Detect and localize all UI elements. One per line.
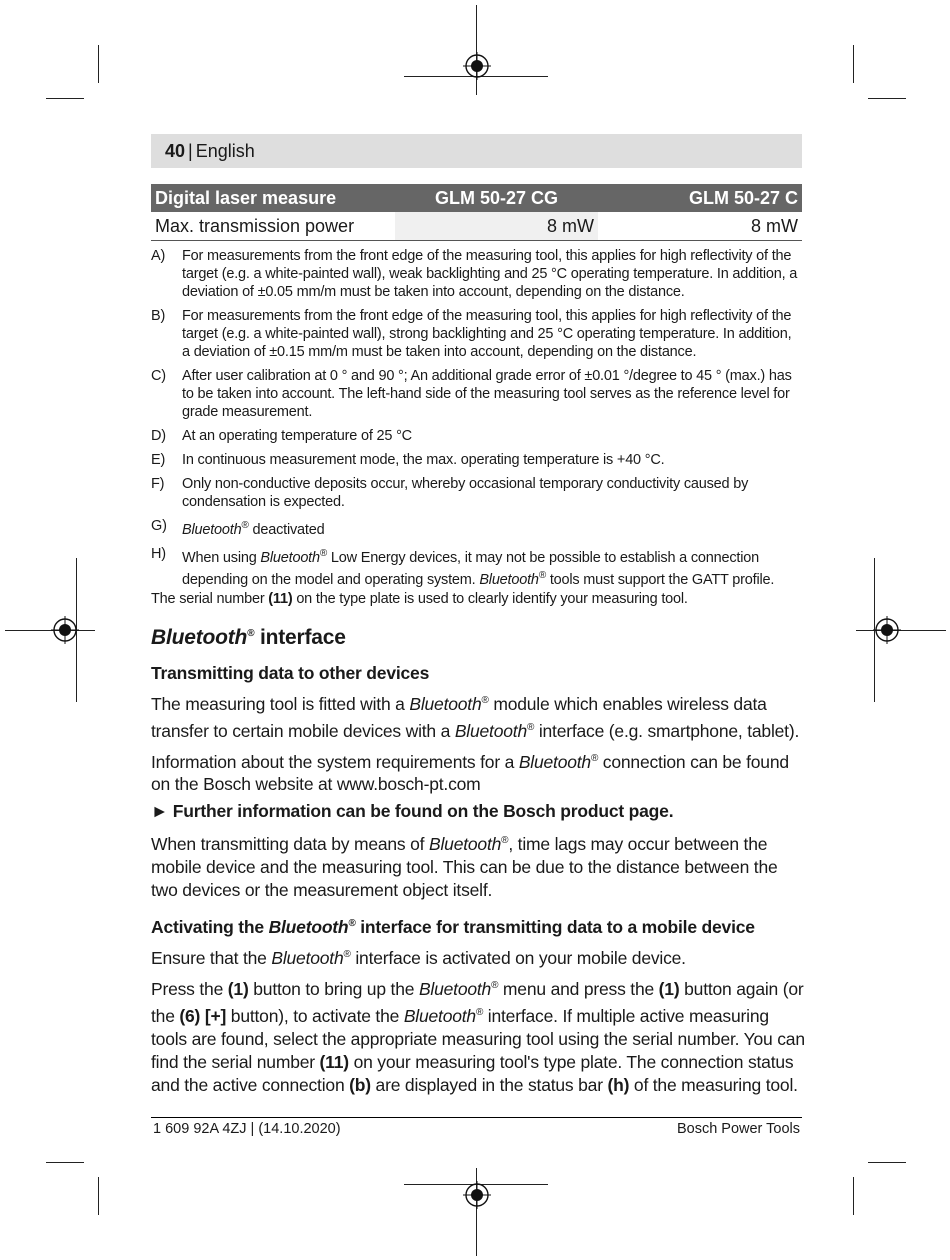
- text-part: are displayed in the status bar: [370, 1074, 608, 1095]
- footnote: [151, 451, 802, 469]
- reference-number: (h): [607, 1074, 630, 1095]
- text-part: menu and press the: [498, 978, 659, 999]
- footnote-text: In continuous measurement mode, the max. operating temperature is +40 °C.: [182, 452, 665, 468]
- registered-mark: ®: [343, 949, 351, 961]
- bluetooth-section: [151, 620, 806, 1101]
- registered-mark: ®: [247, 628, 255, 639]
- arrow-icon: ►: [151, 801, 169, 822]
- title-part: interface: [254, 626, 346, 649]
- paragraph: [151, 974, 806, 1097]
- text-part: on your measuring tool's type plate. The connection status and the active connection: [151, 1051, 794, 1095]
- note-paragraph: [151, 800, 806, 823]
- paragraph: [151, 747, 806, 797]
- bluetooth-term: Bluetooth: [418, 978, 492, 999]
- bluetooth-term: Bluetooth: [151, 626, 248, 649]
- serial-number-note: [151, 590, 802, 608]
- header-language: English: [195, 141, 255, 161]
- bluetooth-term: Bluetooth: [271, 947, 344, 968]
- footnote-text: After user calibration at 0 ° and 90 °; An additional grade error of ±0.01 °/degree to 45 ° (max.) has to be taken into account. The left-hand side of the measuring tool serves as the reference level for grade measurement.: [182, 368, 792, 420]
- footnote-text: For measurements from the front edge of the measuring tool, this applies for high reflectivity of the target (e.g. a white-painted wall), weak backlighting and 25 °C operating temperature. In addition, a deviation of ±0.05 mm/m must be taken into account, depending on the distance.: [182, 248, 798, 300]
- bluetooth-term: Bluetooth: [182, 521, 242, 538]
- footnote-label: C): [151, 368, 166, 384]
- footnote-text: Only non-conductive deposits occur, whereby occasional temporary conductivity caused by condensation is expected.: [182, 476, 749, 510]
- header-separator: |: [188, 141, 193, 161]
- crop-mark: [46, 98, 84, 99]
- text-part: of the measuring tool.: [629, 1074, 798, 1095]
- text-part: Activating the: [151, 917, 269, 938]
- registered-mark: ®: [590, 752, 599, 764]
- page-number: 40: [165, 141, 186, 161]
- crop-mark: [98, 1177, 99, 1215]
- reference-number: (11): [319, 1051, 349, 1072]
- bluetooth-term: Bluetooth: [479, 571, 539, 588]
- footnote-text-part: When using: [182, 549, 261, 566]
- footnote-text-part: Low Energy devices, it may not be possible to establish a connection depending on the model and operating system.: [182, 549, 759, 588]
- page-header: [151, 134, 802, 168]
- registered-mark: ®: [241, 520, 249, 531]
- registered-mark: ®: [319, 547, 328, 559]
- text-part: on the type plate is used to clearly identify your measuring tool.: [292, 591, 688, 608]
- registration-mark-icon: [463, 52, 491, 80]
- footnote-text: At an operating temperature of 25 °C: [182, 428, 412, 444]
- text-part: button again (or the: [151, 978, 804, 1026]
- footnote-label: G): [151, 518, 167, 534]
- paragraph: [151, 829, 806, 902]
- crop-mark: [856, 630, 946, 631]
- text-part: When transmitting data by means of: [151, 834, 429, 855]
- footnote: [151, 545, 802, 589]
- table-cell: 8 mW: [598, 212, 802, 241]
- text-part: The serial number: [151, 591, 269, 608]
- crop-mark: [5, 630, 95, 631]
- bluetooth-term: Bluetooth: [409, 693, 482, 714]
- crop-mark: [853, 45, 854, 83]
- paragraph: [151, 689, 806, 743]
- text-part: interface (e.g. smartphone, tablet).: [534, 720, 800, 741]
- text-part: Further information can be found on the Bosch product page.: [172, 801, 674, 822]
- reference-number: (1): [658, 978, 680, 999]
- table-cell: 8 mW: [395, 212, 598, 241]
- registration-mark-icon: [873, 616, 901, 644]
- registered-mark: ®: [481, 695, 489, 706]
- reference-number: (1): [227, 978, 249, 999]
- crop-mark: [853, 1177, 854, 1215]
- column-header: GLM 50-27 C: [598, 184, 802, 212]
- crop-mark: [476, 5, 477, 95]
- crop-mark: [868, 98, 906, 99]
- subsection-title: [151, 912, 806, 939]
- text-part: , time lags may occur between the mobile device and the measuring tool. This can be due to the distance between the two devices or the measurement object itself.: [151, 834, 778, 901]
- footnote-label: F): [151, 476, 165, 492]
- table-row: [151, 212, 802, 241]
- text-part: Ensure that the: [151, 947, 272, 968]
- spec-table: [151, 184, 802, 241]
- footnote-label: A): [151, 248, 166, 264]
- footnote: [151, 475, 802, 511]
- column-header: GLM 50-27 CG: [395, 184, 598, 212]
- section-title: [151, 620, 806, 652]
- footnote-label: B): [151, 308, 166, 324]
- subsection-title: Transmitting data to other devices: [151, 663, 430, 683]
- footnote-label: H): [151, 545, 166, 562]
- text-part: Press the: [151, 978, 228, 999]
- footnote-text-part: tools must support the GATT profile.: [545, 571, 775, 588]
- text-part: module which enables wireless data transfer to certain mobile devices with a: [151, 693, 767, 741]
- bluetooth-term: Bluetooth: [454, 720, 527, 741]
- registered-mark: ®: [348, 918, 356, 930]
- table-cell: Max. transmission power: [151, 212, 395, 241]
- registration-mark-icon: [51, 616, 79, 644]
- table-header-row: [151, 184, 802, 212]
- footer-rule: [151, 1117, 802, 1118]
- bluetooth-term: Bluetooth: [403, 1005, 476, 1026]
- footnote: [151, 517, 802, 539]
- registered-mark: ®: [501, 835, 509, 847]
- text-part: interface is activated on your mobile device.: [350, 947, 686, 968]
- footnotes: [151, 247, 802, 608]
- registered-mark: ®: [526, 721, 535, 733]
- bluetooth-term: Bluetooth: [260, 549, 320, 566]
- footnote-text: For measurements from the front edge of the measuring tool, this applies for high reflectivity of the target (e.g. a white-painted wall), strong backlighting and 25 °C operating temperature. In addition, a deviation of ±0.15 mm/m must be taken into account, depending on the distance.: [182, 308, 792, 360]
- text-part: The measuring tool is fitted with a: [151, 693, 410, 714]
- text-part: connection can be found on the Bosch website at www.bosch-pt.com: [151, 751, 789, 795]
- reference-number: (6) [+]: [179, 1005, 227, 1026]
- crop-mark: [868, 1162, 906, 1163]
- text-part: Information about the system requirements for a: [151, 751, 519, 772]
- footer-document-number: 1 609 92A 4ZJ | (14.10.2020): [153, 1121, 341, 1137]
- footnote-label: E): [151, 452, 166, 468]
- registered-mark: ®: [475, 1006, 484, 1018]
- footnote-text: [182, 517, 802, 539]
- footnote-text: [182, 545, 802, 589]
- footnote: [151, 307, 802, 361]
- footnote: [151, 367, 802, 421]
- reference-number: (11): [268, 591, 293, 608]
- crop-mark: [98, 45, 99, 83]
- footer-brand: Bosch Power Tools: [676, 1121, 800, 1137]
- crop-mark: [46, 1162, 84, 1163]
- reference-number: (b): [349, 1074, 371, 1095]
- column-header: Digital laser measure: [151, 184, 395, 212]
- footnote: [151, 427, 802, 445]
- bluetooth-term: Bluetooth: [429, 834, 502, 855]
- text-part: button), to activate the: [226, 1005, 404, 1026]
- bluetooth-term: Bluetooth: [268, 917, 349, 938]
- footnote: [151, 247, 802, 301]
- footnote-text-part: deactivated: [248, 521, 325, 538]
- text-part: interface for transmitting data to a mobile device: [355, 917, 755, 938]
- registered-mark: ®: [538, 569, 546, 581]
- registered-mark: ®: [491, 979, 499, 991]
- bluetooth-term: Bluetooth: [518, 751, 591, 772]
- footnote-label: D): [151, 428, 166, 444]
- text-part: interface. If multiple active measuring tools are found, select the appropriate measuring tool using the serial number. You can find the serial number: [151, 1005, 805, 1072]
- registration-mark-icon: [463, 1181, 491, 1209]
- text-part: button to bring up the: [248, 978, 419, 999]
- paragraph: [151, 943, 806, 970]
